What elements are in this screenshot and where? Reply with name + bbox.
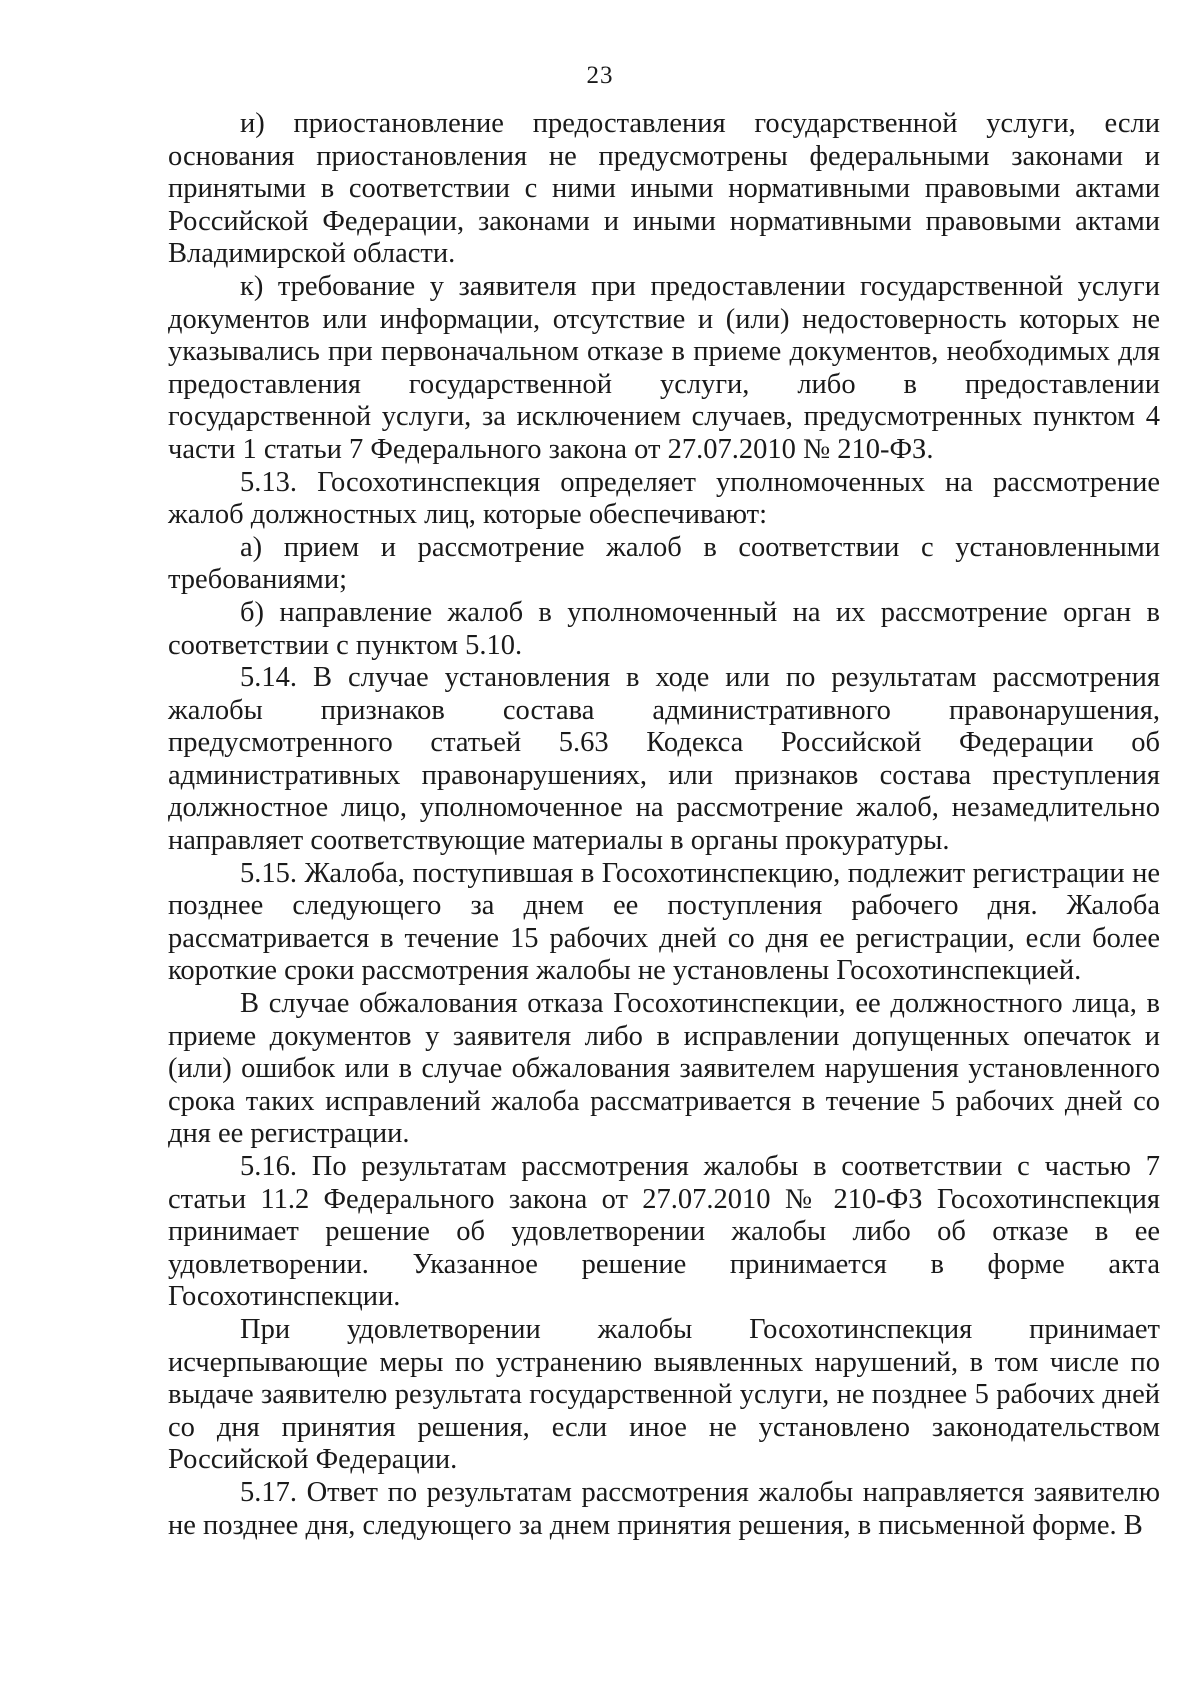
paragraph-5-14: 5.14. В случае установления в ходе или по результатам рассмотрения жалобы признаков состава административного правонарушения, предусмотренного статьей 5.63 Кодекса Российской Федерации об административных правонарушениях, или признаков состава преступления должностное лицо, уполномоченное на рассмотрение жалоб, незамедлительно направляет соответствующие материалы в органы прокуратуры. (168, 662, 1160, 857)
paragraph-5-16-satisfaction: При удовлетворении жалобы Госохотинспекция принимает исчерпывающие меры по устранению выявленных нарушений, в том числе по выдаче заявителю результата государственной услуги, не позднее 5 рабочих дней со дня принятия решения, если иное не установлено законодательством Российской Федерации. (168, 1313, 1160, 1476)
paragraph-5-15: 5.15. Жалоба, поступившая в Госохотинспекцию, подлежит регистрации не позднее следующего за днем ее поступления рабочего дня. Жалоба рассматривается в течение 15 рабочих дней со дня ее регистрации, если более короткие сроки рассмотрения жалобы не установлены Госохотинспекцией. (168, 857, 1160, 987)
paragraph-5-13: 5.13. Госохотинспекция определяет уполномоченных на рассмотрение жалоб должностных лиц, которые обеспечивают: (168, 466, 1160, 531)
page-number: 23 (586, 62, 614, 89)
paragraph-5-13-a: а) прием и рассмотрение жалоб в соответствии с установленными требованиями; (168, 531, 1160, 596)
paragraph-5-13-b: б) направление жалоб в уполномоченный на их рассмотрение орган в соответствии с пунктом 5.10. (168, 596, 1160, 661)
document-body (168, 108, 1160, 1542)
paragraph-5-15-appeal: В случае обжалования отказа Госохотинспекции, ее должностного лица, в приеме документов у заявителя либо в исправлении допущенных опечаток и (или) ошибок или в случае обжалования заявителем нарушения установленного срока таких исправлений жалоба рассматривается в течение 5 рабочих дней со дня ее регистрации. (168, 988, 1160, 1150)
paragraph-5-17: 5.17. Ответ по результатам рассмотрения жалобы направляется заявителю не позднее дня, следующего за днем принятия решения, в письменной форме. В (168, 1476, 1160, 1541)
paragraph-item-i: и) приостановление предоставления государственной услуги, если основания приостановления не предусмотрены федеральными законами и принятыми в соответствии с ними иными нормативными правовыми актами Российской Федерации, законами и иными нормативными правовыми актами Владимирской области. (168, 108, 1160, 270)
paragraph-5-16: 5.16. По результатам рассмотрения жалобы в соответствии с частью 7 статьи 11.2 Федерального закона от 27.07.2010 № 210-ФЗ Госохотинспекция принимает решение об удовлетворении жалобы либо об отказе в ее удовлетворении. Указанное решение принимается в форме акта Госохотинспекции. (168, 1151, 1160, 1313)
paragraph-item-k: к) требование у заявителя при предоставлении государственной услуги документов или информации, отсутствие и (или) недостоверность которых не указывались при первоначальном отказе в приеме документов, необходимых для предоставления государственной услуги, либо в предоставлении государственной услуги, за исключением случаев, предусмотренных пунктом 4 части 1 статьи 7 Федерального закона от 27.07.2010 № 210-ФЗ. (168, 270, 1160, 465)
